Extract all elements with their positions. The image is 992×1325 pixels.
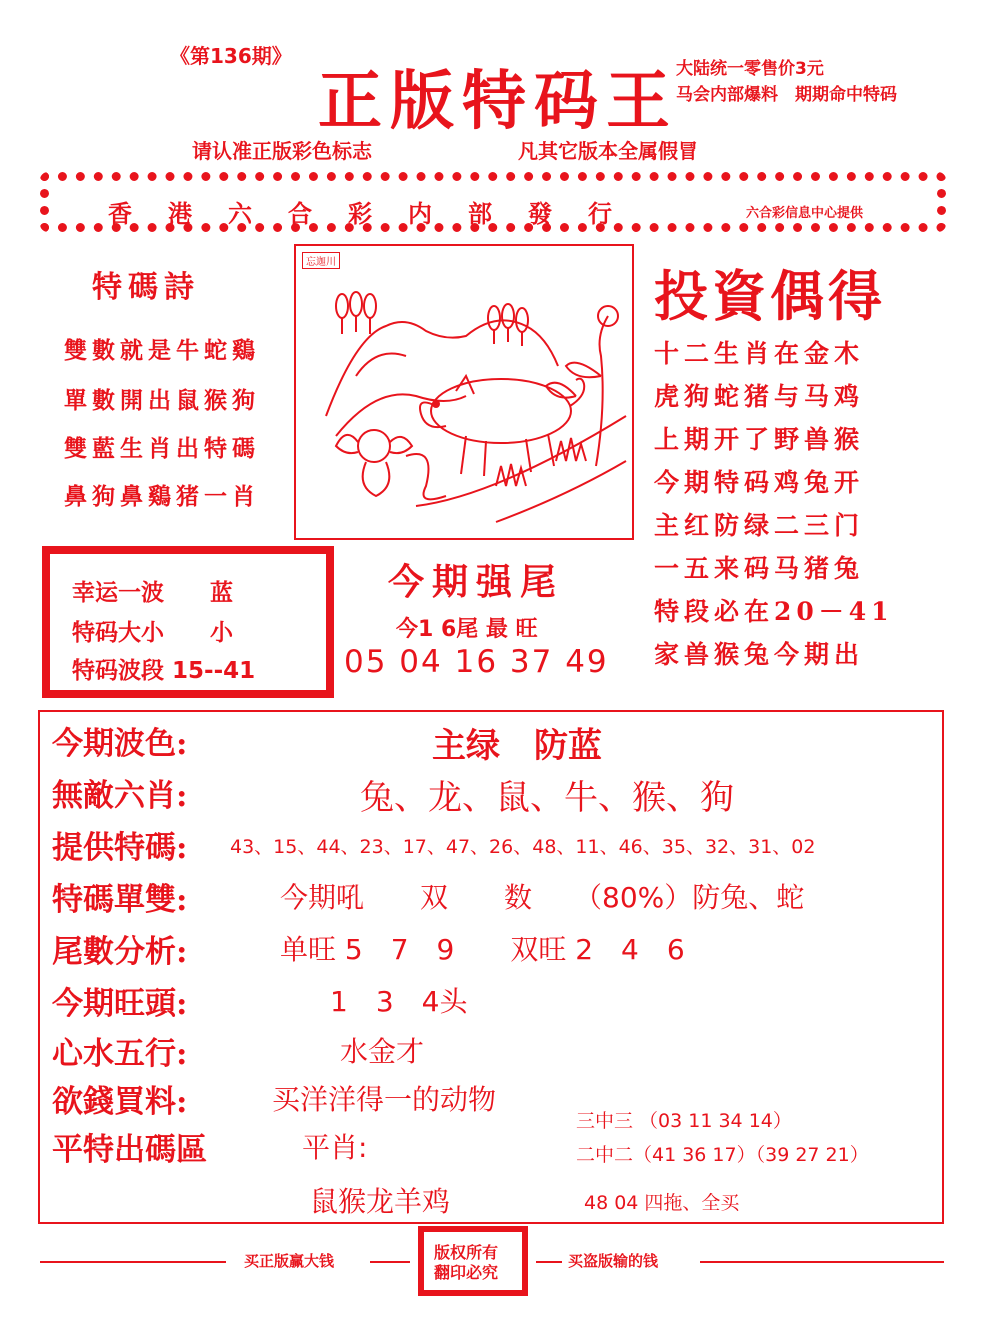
- poem-line: 雙藍生肖出特碼: [64, 435, 260, 462]
- lucky-size-label: 特码大小: [72, 620, 164, 646]
- flat-zodiac-value: 鼠猴龙羊鸡: [310, 1185, 451, 1218]
- invest-line: 主红防绿二三门: [654, 511, 865, 540]
- six-zodiac-value: 兔、龙、鼠、牛、猴、狗: [360, 778, 734, 818]
- lucky-size-row: [72, 614, 233, 647]
- footer-divider-right: [700, 1261, 944, 1263]
- footer-right-text: 买盗版输的钱: [568, 1252, 659, 1270]
- issue-number: 《第136期》: [170, 44, 292, 68]
- lucky-range-value: 15--41: [172, 658, 256, 684]
- head-label: 今期旺頭:: [52, 986, 188, 1022]
- odd-even-value: 今期吼 双 数 （80%）防兔、蛇: [280, 881, 805, 914]
- special-code-label: 提供特碼:: [52, 830, 188, 866]
- strong-tail-numbers: 05 04 16 37 49: [344, 644, 609, 680]
- lucky-range-row: [72, 652, 255, 685]
- element-value: 水金才: [340, 1035, 425, 1068]
- invest-line: 虎狗蛇猪与马鸡: [654, 382, 865, 411]
- three-hit-text: 三中三 （03 11 34 14）: [576, 1110, 792, 1132]
- strong-tail-title: 今期强尾: [388, 561, 565, 603]
- footer-left-text: 买正版赢大钱: [244, 1252, 335, 1270]
- authenticity-notice-right: 凡其它版本全属假冒: [518, 139, 698, 163]
- lucky-range-label: 特码波段: [72, 658, 164, 684]
- lucky-size-value: 小: [210, 620, 234, 646]
- slogan-text: 马会内部爆料 期期命中特码: [676, 85, 897, 105]
- special-code-value: 43、15、44、23、17、47、26、48、11、46、35、32、31、02: [230, 836, 816, 858]
- invest-line: 今期特码鸡兔开: [654, 468, 865, 497]
- flat-zone-label: 平特出碼區: [52, 1132, 207, 1168]
- stamp-line-1: 版权所有: [434, 1243, 499, 1262]
- drag-text: 48 04 四拖、全买: [584, 1192, 740, 1214]
- illustration-frame: [294, 244, 634, 540]
- invest-line: 家兽猴兔今期出: [654, 640, 865, 669]
- invest-line: 一五来码马猪兔: [654, 554, 865, 583]
- invest-title: 投資偶得: [654, 264, 886, 328]
- page-title: 正版特码王: [318, 64, 678, 139]
- lucky-wave-row: [72, 574, 233, 607]
- banner-provider: 六合彩信息中心提供: [746, 206, 864, 221]
- illustration-tag: 忘迦川: [302, 252, 340, 269]
- authenticity-notice-left: 请认准正版彩色标志: [192, 139, 372, 163]
- poem-line: 雙數就是牛蛇鷄: [64, 337, 260, 364]
- price-text: 大陆统一零售价3元: [676, 59, 824, 79]
- invest-line: 特段必在20－41: [654, 597, 894, 626]
- six-zodiac-label: 無敵六肖:: [52, 778, 188, 814]
- poem-title: 特碼詩: [92, 270, 200, 305]
- lucky-wave-value: 蓝: [210, 580, 234, 606]
- head-value: 1 3 4头: [330, 985, 468, 1018]
- odd-even-label: 特碼單雙:: [52, 882, 188, 918]
- stamp-line-2: 翻印必究: [434, 1263, 499, 1282]
- footer-divider-right-short: [536, 1261, 562, 1263]
- flat-sub-label: 平肖:: [302, 1131, 368, 1164]
- invest-line: 上期开了野兽猴: [654, 425, 865, 454]
- pig-illustration: [296, 246, 632, 538]
- footer-divider-left-short: [370, 1261, 410, 1263]
- banner-title: 香港六合彩内部發行: [108, 199, 648, 228]
- buy-label: 欲錢買料:: [52, 1084, 188, 1120]
- element-label: 心水五行:: [52, 1036, 188, 1072]
- two-hit-text: 二中二（41 36 17）（39 27 21）: [576, 1144, 869, 1166]
- poem-line: 單數開出鼠猴狗: [64, 387, 260, 414]
- tail-analysis-value: 单旺 5 7 9 双旺 2 4 6: [280, 933, 685, 966]
- color-label: 今期波色:: [52, 726, 188, 762]
- footer-divider-left: [40, 1261, 226, 1263]
- strong-tail-sub: 今1 6尾 最 旺: [396, 617, 538, 642]
- lucky-wave-label: 幸运一波: [72, 580, 164, 606]
- color-value: 主绿 防蓝: [432, 726, 602, 766]
- invest-line: 十二生肖在金木: [654, 339, 865, 368]
- poem-line: 鼻狗鼻鷄猪一肖: [64, 483, 260, 510]
- tail-analysis-label: 尾數分析:: [52, 934, 188, 970]
- buy-value: 买洋洋得一的动物: [272, 1083, 497, 1116]
